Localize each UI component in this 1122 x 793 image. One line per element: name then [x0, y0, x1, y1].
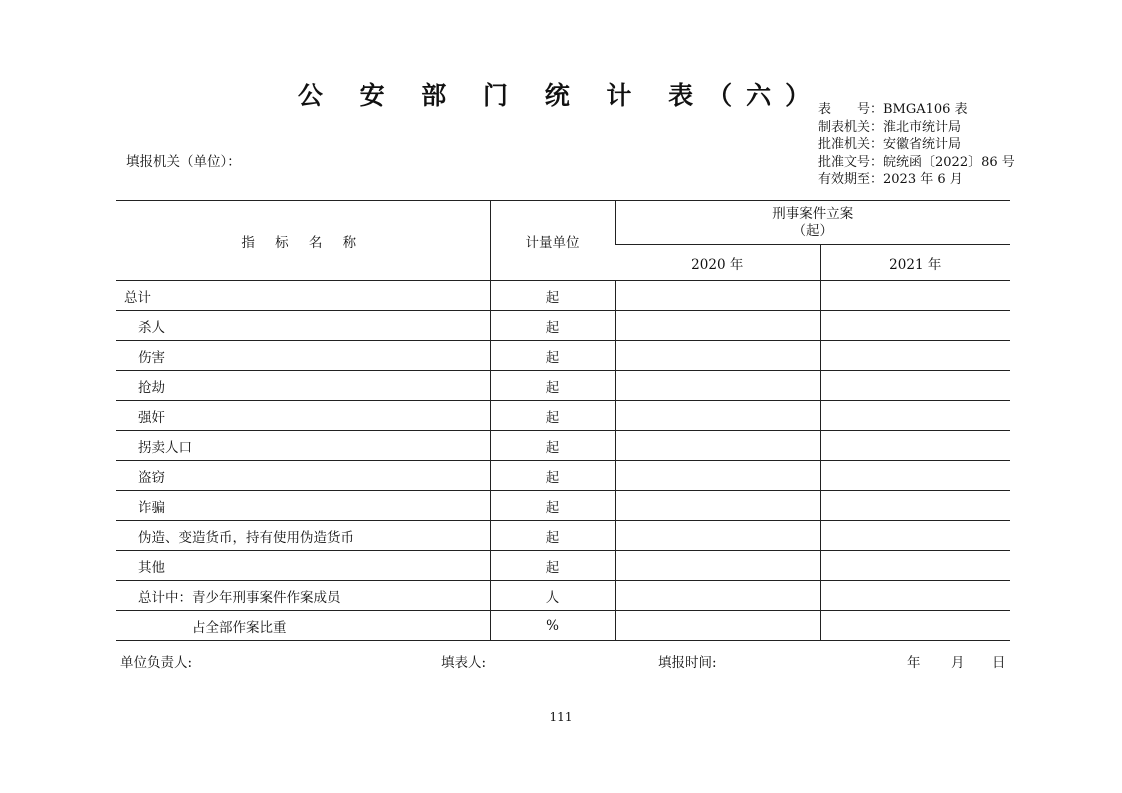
- indicator-name: 总计中：青少年刑事案件作案成员: [116, 581, 490, 611]
- issuing-authority: 制表机关：淮北市统计局: [818, 119, 962, 135]
- value-cell-2020: [615, 341, 820, 371]
- indicator-name: 总计: [116, 281, 490, 311]
- table-row: [116, 281, 1010, 311]
- footer-month: 月: [951, 655, 965, 671]
- header-unit: 计量单位: [490, 201, 615, 281]
- form-number: 表 号：BMGA106 表: [818, 102, 968, 117]
- value-cell-2020: [615, 311, 820, 341]
- value-cell-2021: [820, 341, 1010, 371]
- table-row: [116, 551, 1010, 581]
- indicator-name: 伤害: [116, 341, 490, 371]
- unit-cell: 起: [490, 521, 615, 551]
- unit-cell: 起: [490, 371, 615, 401]
- indicator-name: 抢劫: [116, 371, 490, 401]
- header-group-unit: （起）: [792, 222, 833, 239]
- table-row: [116, 371, 1010, 401]
- form-meta: [818, 101, 1015, 189]
- value-cell-2020: [615, 581, 820, 611]
- indicator-name: 拐卖人口: [116, 431, 490, 461]
- approving-authority: 批准机关：安徽省统计局: [818, 137, 962, 152]
- unit-cell: 起: [490, 281, 615, 311]
- approval-document-number: 批准文号：皖统函〔2022〕86 号: [818, 154, 1015, 170]
- value-cell-2021: [820, 551, 1010, 581]
- indicator-name: 占全部作案比重: [116, 611, 490, 641]
- unit-cell: 人: [490, 581, 615, 611]
- value-cell-2021: [820, 611, 1010, 641]
- value-cell-2021: [820, 521, 1010, 551]
- indicator-name: 盗窃: [116, 461, 490, 491]
- value-cell-2021: [820, 371, 1010, 401]
- footer-fill-time: 填报时间:: [658, 655, 717, 671]
- indicator-name: 杀人: [116, 311, 490, 341]
- value-cell-2021: [820, 431, 1010, 461]
- unit-cell: 起: [490, 491, 615, 521]
- table-row: [116, 491, 1010, 521]
- page-title: 公 安 部 门 统 计 表（六）: [297, 81, 825, 110]
- table-row: [116, 401, 1010, 431]
- unit-cell: %: [490, 611, 615, 641]
- value-cell-2020: [615, 431, 820, 461]
- value-cell-2020: [615, 521, 820, 551]
- table-row: [116, 461, 1010, 491]
- value-cell-2021: [820, 461, 1010, 491]
- value-cell-2020: [615, 281, 820, 311]
- value-cell-2021: [820, 491, 1010, 521]
- filing-organization-label: 填报机关（单位）：: [126, 154, 241, 170]
- footer-day: 日: [992, 655, 1006, 671]
- statistics-table: [116, 200, 1010, 641]
- table-row: [116, 431, 1010, 461]
- value-cell-2020: [615, 401, 820, 431]
- value-cell-2020: [615, 491, 820, 521]
- table-row: [116, 611, 1010, 641]
- footer-filler: 填表人:: [441, 655, 487, 671]
- table-row: [116, 581, 1010, 611]
- value-cell-2020: [615, 611, 820, 641]
- unit-cell: 起: [490, 431, 615, 461]
- unit-cell: 起: [490, 311, 615, 341]
- table-row: [116, 341, 1010, 371]
- indicator-name: 其他: [116, 551, 490, 581]
- header-criminal-cases-group: [615, 201, 1010, 245]
- footer-unit-head: 单位负责人:: [120, 655, 193, 671]
- value-cell-2020: [615, 371, 820, 401]
- value-cell-2021: [820, 311, 1010, 341]
- value-cell-2020: [615, 551, 820, 581]
- unit-cell: 起: [490, 551, 615, 581]
- indicator-name: 诈骗: [116, 491, 490, 521]
- footer-year: 年: [907, 655, 921, 671]
- unit-cell: 起: [490, 401, 615, 431]
- value-cell-2021: [820, 581, 1010, 611]
- value-cell-2021: [820, 281, 1010, 311]
- value-cell-2020: [615, 461, 820, 491]
- validity-date: 有效期至：2023 年 6 月: [818, 172, 963, 187]
- header-group-title: 刑事案件立案: [772, 205, 854, 222]
- indicator-name: 强奸: [116, 401, 490, 431]
- page-number: 111: [549, 710, 573, 724]
- table-row: [116, 521, 1010, 551]
- header-year-2021: 2021 年: [820, 245, 1010, 281]
- unit-cell: 起: [490, 461, 615, 491]
- header-year-2020: 2020 年: [615, 245, 820, 281]
- unit-cell: 起: [490, 341, 615, 371]
- value-cell-2021: [820, 401, 1010, 431]
- header-indicator-name: 指 标 名 称: [116, 201, 490, 281]
- indicator-name: 伪造、变造货币，持有使用伪造货币: [116, 521, 490, 551]
- table-row: [116, 311, 1010, 341]
